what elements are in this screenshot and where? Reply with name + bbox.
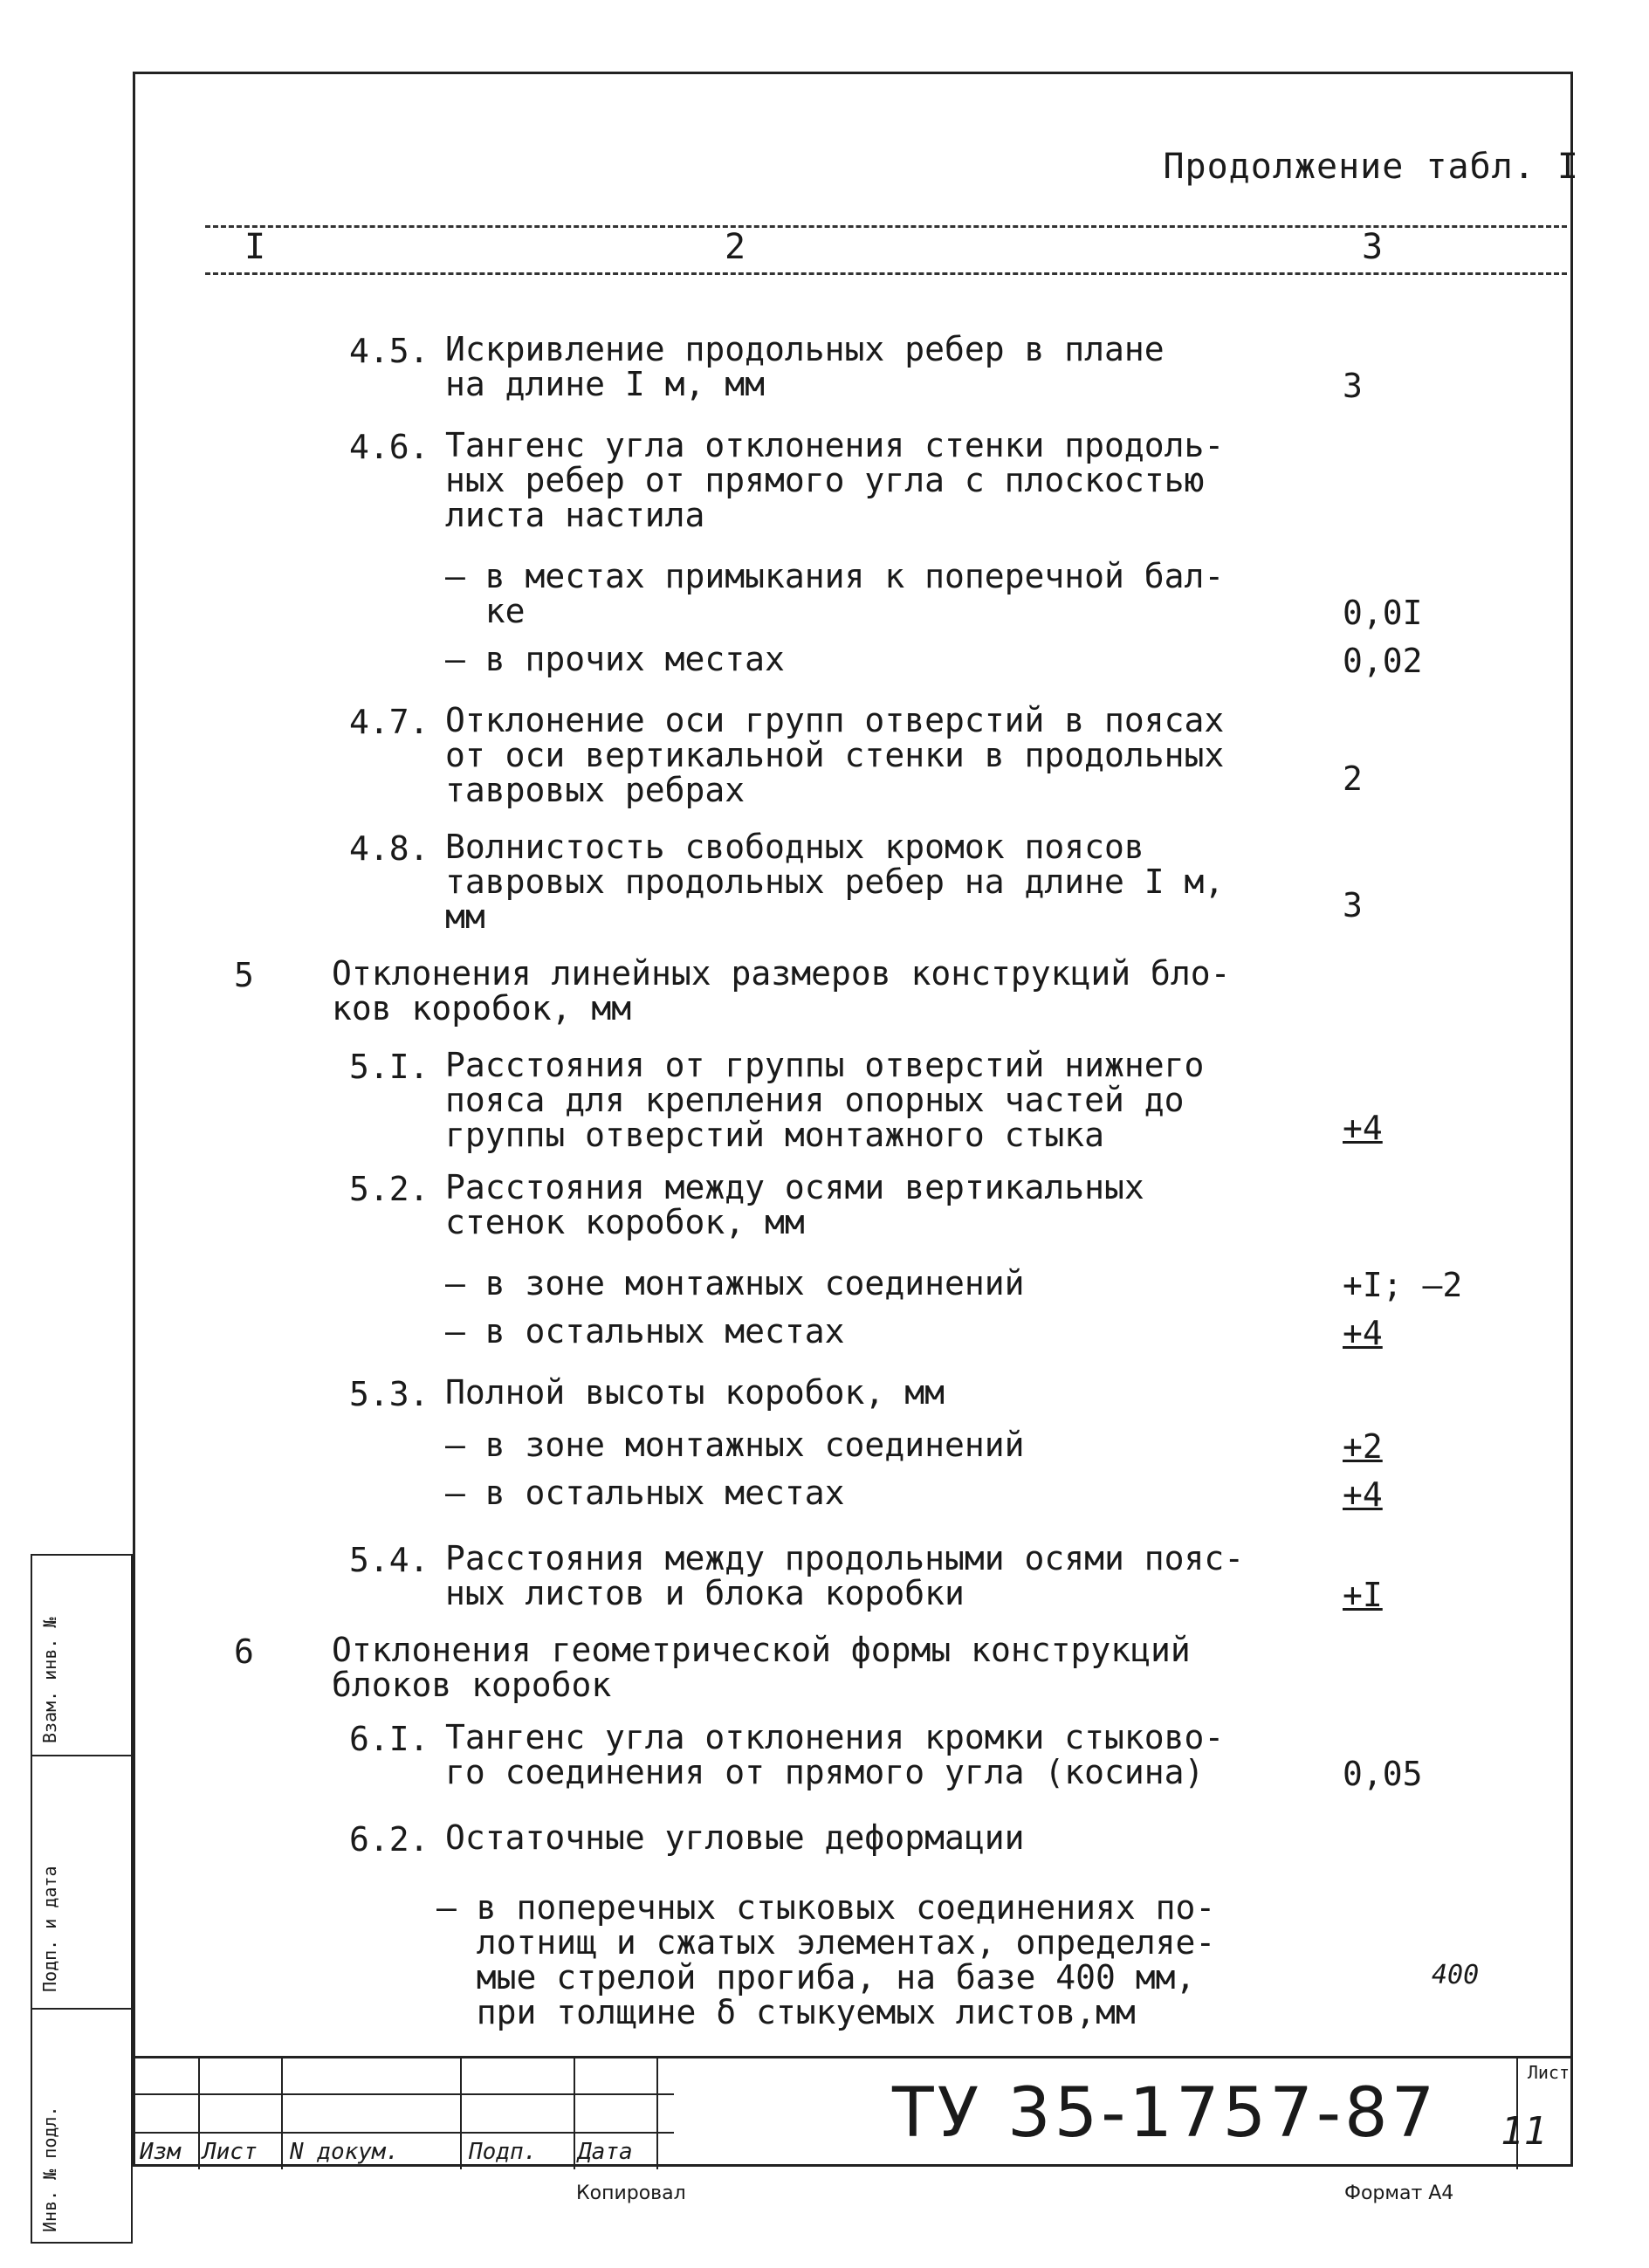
- row-text: Волнистость свободных кромок поясов тавровых продольных ребер на длине I м, мм: [445, 828, 1225, 936]
- sheet-label: Лист: [1527, 2062, 1570, 2083]
- row-value: 0,05: [1343, 1755, 1423, 1793]
- column-header-3: 3: [1362, 227, 1384, 267]
- row-text: – в поперечных стыковых соединениях по- лотнищ и сжатых элементах, определяе- мые стрелой прогиба, на базе 400 мм, при толщине δ стыкуемых листов,мм: [436, 1888, 1216, 2031]
- row-text: Расстояния между осями вертикальных стенок коробок, мм: [445, 1168, 1144, 1241]
- row-text: Искривление продольных ребер в плане на длине I м, мм: [445, 330, 1165, 403]
- row-text: – в местах примыкания к поперечной бал- ке: [445, 557, 1225, 630]
- footer-format: Формат А4: [1344, 2182, 1454, 2204]
- stamp-divider: [281, 2058, 283, 2169]
- column-header-1: I: [244, 227, 266, 267]
- row-number: 5.2.: [349, 1170, 429, 1208]
- row-value: +I: [1343, 1576, 1383, 1614]
- stamp-divider: [656, 2058, 658, 2169]
- side-cell-original-inv: [31, 2008, 133, 2244]
- footer-copied: Копировал: [576, 2182, 686, 2204]
- row-value: +4: [1343, 1109, 1383, 1147]
- row-value: 2: [1343, 759, 1363, 798]
- stamp-divider: [198, 2058, 200, 2169]
- stamp-rule: [133, 2132, 674, 2134]
- row-text: – в остальных местах: [445, 1474, 845, 1512]
- row-text: – в прочих местах: [445, 640, 785, 678]
- row-text: Расстояния между продольными осями пояс- ных листов и блока коробки: [445, 1539, 1245, 1612]
- row-value: +4: [1343, 1475, 1383, 1514]
- row-number: 5: [234, 956, 254, 994]
- sheet-number: 11: [1501, 2109, 1547, 2154]
- row-number: 4.6.: [349, 428, 429, 466]
- row-text: Полной высоты коробок, мм: [445, 1373, 945, 1412]
- row-value: 0,0I: [1343, 594, 1423, 632]
- stamp-label-doc: N докум.: [290, 2139, 400, 2165]
- title-block-stamp: [133, 2056, 1573, 2169]
- row-number: 4.5.: [349, 332, 429, 370]
- row-value: +4: [1343, 1314, 1383, 1352]
- row-number: 6.I.: [349, 1720, 429, 1758]
- side-cell-signature-date: [31, 1755, 133, 2008]
- side-label: Инв. № подл.: [39, 2106, 60, 2232]
- row-text: Тангенс угла отклонения стенки продоль- ных ребер от прямого угла с плоскостью листа настила: [445, 426, 1225, 534]
- stamp-label-change: Изм: [140, 2139, 181, 2165]
- row-value: 3: [1343, 367, 1363, 405]
- row-number: 4.7.: [349, 703, 429, 741]
- row-text: Тангенс угла отклонения кромки стыково- го соединения от прямого угла (косина): [445, 1718, 1225, 1791]
- row-text: Расстояния от группы отверстий нижнего пояса для крепления опорных частей до группы отверстий монтажного стыка: [445, 1046, 1205, 1154]
- row-value: +I; –2: [1343, 1266, 1463, 1304]
- row-text: Отклонения геометрической формы конструкций блоков коробок: [332, 1631, 1191, 1704]
- stamp-rule: [133, 2093, 674, 2095]
- table-header-rule-bottom: [205, 272, 1567, 275]
- row-value: 3: [1343, 886, 1363, 924]
- row-value: 400: [1432, 1960, 1480, 1990]
- row-number: 6.2.: [349, 1820, 429, 1859]
- continuation-heading: Продолжение табл. I: [1163, 147, 1579, 187]
- row-text: Остаточные угловые деформации: [445, 1818, 1025, 1857]
- row-text: – в зоне монтажных соединений: [445, 1264, 1025, 1302]
- row-value: +2: [1343, 1427, 1383, 1466]
- row-number: 5.4.: [349, 1541, 429, 1579]
- side-label: Взам. инв. №: [39, 1617, 60, 1743]
- side-label: Подп. и дата: [39, 1866, 60, 1992]
- row-text: Отклонение оси групп отверстий в поясах от оси вертикальной стенки в продольных тавровых ребрах: [445, 701, 1225, 809]
- row-text: – в зоне монтажных соединений: [445, 1426, 1025, 1464]
- row-text: Отклонения линейных размеров конструкций бло- ков коробок, мм: [332, 954, 1231, 1027]
- row-text: – в остальных местах: [445, 1312, 845, 1350]
- stamp-label-signature: Подп.: [469, 2139, 538, 2165]
- side-cell-replacement-inv: [31, 1554, 133, 1755]
- stamp-divider: [574, 2058, 575, 2169]
- column-header-2: 2: [725, 227, 746, 267]
- stamp-label-sheet: Лист: [203, 2139, 258, 2165]
- row-number: 4.8.: [349, 829, 429, 868]
- side-title-band: [31, 1554, 133, 2244]
- document-number: ТУ 35-1757-87: [892, 2074, 1439, 2153]
- row-value: 0,02: [1343, 642, 1423, 680]
- row-number: 5.I.: [349, 1048, 429, 1086]
- row-number: 5.3.: [349, 1375, 429, 1413]
- stamp-label-date: Дата: [578, 2139, 633, 2165]
- stamp-divider: [460, 2058, 462, 2169]
- row-number: 6: [234, 1632, 254, 1671]
